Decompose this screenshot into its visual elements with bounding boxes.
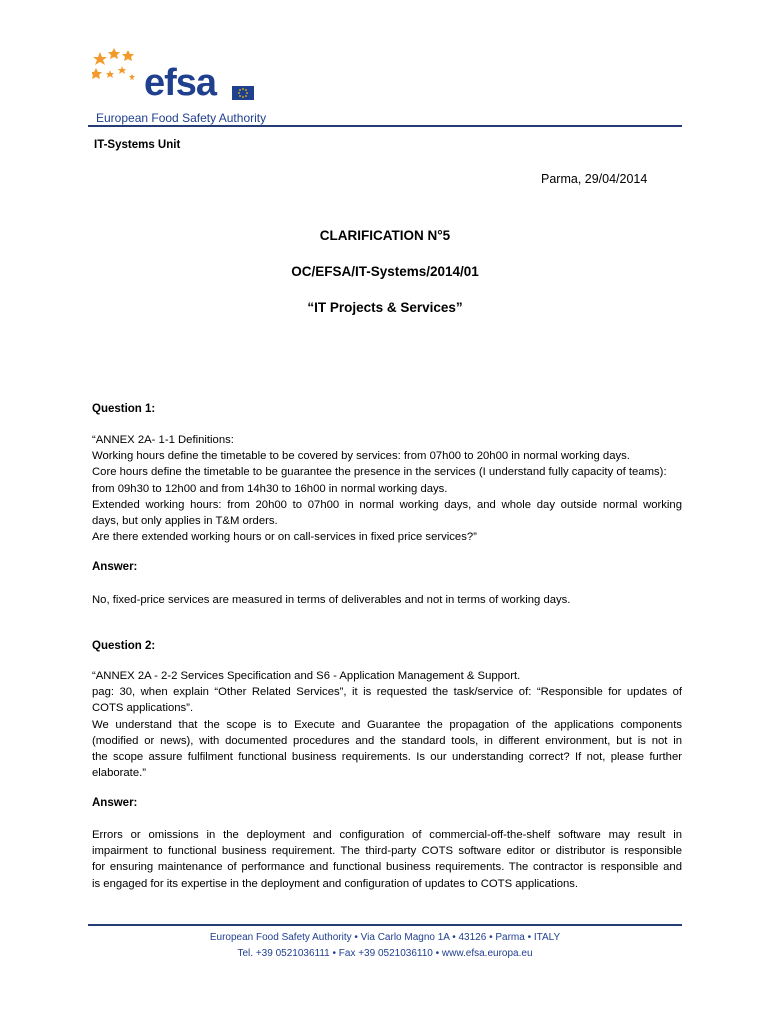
question-1-line: Are there extended working hours or on call-services in fixed price services?” — [92, 531, 477, 544]
document-date: Parma, 29/04/2014 — [541, 172, 648, 186]
answer-2-line: Errors or omissions in the deployment and configuration of commercial-off-the-shelf software may result in — [92, 829, 682, 841]
question-2-body — [92, 668, 682, 781]
header-rule — [88, 125, 682, 127]
footer-rule — [88, 924, 682, 926]
unit-label: IT-Systems Unit — [94, 139, 181, 151]
answer-1-heading: Answer: — [92, 561, 138, 573]
reference-title: OC/EFSA/IT-Systems/2014/01 — [291, 264, 479, 279]
question-1-body — [92, 432, 682, 545]
project-title: “IT Projects & Services” — [307, 300, 463, 315]
footer-address: European Food Safety Authority • Via Carlo Magno 1A • 43126 • Parma • ITALY — [209, 932, 561, 943]
question-1-line: Extended working hours: from 20h00 to 07h00 in normal working days, and whole day outside normal working — [92, 498, 682, 511]
answer-2-line: for ensuring maintenance of performance and functional business requirements. The contractor is responsible and — [92, 861, 682, 874]
question-2-line: pag: 30, when explain “Other Related Services”, it is requested the task/service of: “Responsible for updates of — [92, 686, 682, 699]
answer-2-line: is engaged for its expertise in the deployment and configuration of updates to COTS applications. — [92, 877, 579, 890]
clarification-title: CLARIFICATION N°5 — [319, 228, 451, 243]
question-1-heading: Question 1: — [92, 403, 156, 415]
answer-2-heading: Answer: — [92, 797, 138, 809]
question-1-line: “ANNEX 2A- 1-1 Definitions: — [92, 434, 234, 446]
question-1-line: Core hours define the timetable to be guarantee the presence in the services (I understand fully capacity of teams): — [92, 466, 667, 479]
question-1-line: from 09h30 to 12h00 and from 14h30 to 16h00 in normal working days. — [92, 482, 448, 495]
eu-flag-icon — [232, 86, 254, 100]
answer-2-body — [92, 827, 682, 892]
answer-1-body — [92, 592, 682, 608]
question-2-line: elaborate.” — [92, 767, 147, 780]
question-2-line: the scope assure fulfilment functional business requirements. Is our understanding correct? If not, please further — [92, 751, 682, 764]
organization-name: European Food Safety Authority — [96, 111, 267, 125]
question-1-line: days, but only applies in T&M orders. — [92, 515, 278, 528]
question-1-line: Working hours define the timetable to be covered by services: from 07h00 to 20h00 in normal working days. — [92, 450, 630, 463]
footer-contact: Tel. +39 0521036111 • Fax +39 0521036110 • www.efsa.europa.eu — [237, 948, 533, 959]
question-2-line: COTS applications”. — [92, 702, 194, 715]
answer-1-line: No, fixed-price services are measured in terms of deliverables and not in terms of working days. — [92, 594, 571, 606]
efsa-logo — [92, 44, 282, 126]
answer-2-line: impairment to functional business requirement. The third-party COTS software editor or distributor is responsible — [92, 845, 682, 858]
question-2-line: (modified or news), with documented procedures and the standard tools, in different environment, but is not in — [92, 734, 682, 747]
logo-wordmark: efsa — [144, 62, 217, 104]
question-2-heading: Question 2: — [92, 640, 156, 652]
question-2-line: “ANNEX 2A - 2-2 Services Specification and S6 - Application Management & Support. — [92, 670, 521, 682]
question-2-line: We understand that the scope is to Execute and Guarantee the propagation of the applications components — [92, 718, 682, 731]
